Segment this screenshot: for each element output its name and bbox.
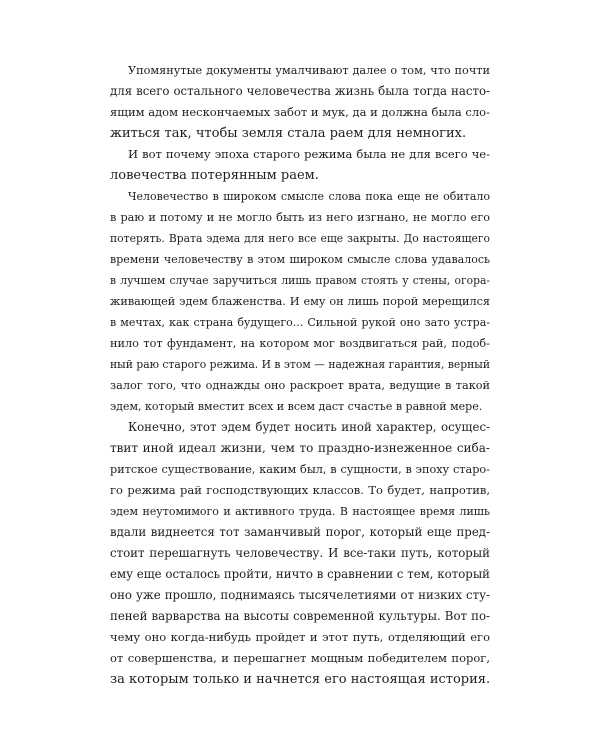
text-line: за которым только и начнется его настоящая история. — [110, 672, 491, 687]
page-text — [110, 60, 490, 690]
text-line: твит иной идеал жизни, чем то праздно-изнеженное сиба- — [110, 441, 490, 455]
text-line: в лучшем случае заручиться лишь правом стоять у стены, огора- — [110, 274, 490, 287]
text-line: ный раю старого режима. И в этом — надежная гарантия, верный — [110, 358, 490, 371]
text-line: вдали виднеется тот заманчивый порог, который еще пред- — [110, 525, 490, 539]
text-line: ему еще осталось пройти, ничто в сравнении с тем, который — [110, 567, 490, 581]
text-line: залог того, что однажды оно раскроет врата, ведущие в такой — [110, 379, 490, 392]
text-line: пеней варварства на высоты современной культуры. Вот по- — [110, 609, 490, 623]
text-line: оно уже прошло, поднимаясь тысячелетиями от низких сту- — [110, 588, 490, 602]
text-line: И вот почему эпоха старого режима была не для всего че- — [128, 147, 490, 161]
text-line: живающей эдем блаженства. И ему он лишь порой мерещился — [110, 295, 490, 308]
text-line: Упомянутые документы умалчивают далее о том, что почти — [128, 64, 490, 77]
text-line: житься так, чтобы земля стала раем для немногих. — [110, 126, 467, 141]
text-line: ловечества потерянным раем. — [110, 168, 319, 183]
text-line: Человечество в широком смысле слова пока еще не обитало — [128, 190, 490, 203]
text-line: от совершенства, и перешагнет мощным победителем порог, — [110, 651, 490, 665]
text-line: в раю и потому и не могло быть из него изгнано, не могло его — [110, 211, 490, 224]
text-line: эдем, который вместит всех и всем даст счастье в равной мере. — [110, 400, 483, 413]
paragraph-1 — [110, 60, 490, 144]
text-line: нило тот фундамент, на котором мог воздвигаться рай, подоб- — [110, 337, 490, 350]
text-line: потерять. Врата эдема для него все еще закрыты. До настоящего — [110, 232, 490, 245]
text-line: для всего остального человечества жизнь была тогда насто- — [110, 84, 490, 98]
text-line: Конечно, этот эдем будет носить иной характер, осущес- — [128, 420, 490, 434]
paragraph-3 — [110, 186, 490, 417]
text-line: чему оно когда-нибудь пройдет и этот путь, отделяющий его — [110, 630, 490, 644]
paragraph-4 — [110, 417, 490, 690]
text-line: ящим адом нескончаемых забот и мук, да и должна была сло- — [110, 105, 490, 119]
paragraph-2 — [110, 144, 490, 186]
text-line: ритское существование, каким был, в сущности, в эпоху старо- — [110, 463, 490, 476]
text-line: в мечтах, как страна будущего... Сильной рукой оно зато устра- — [110, 316, 490, 329]
text-line: го режима рай господствующих классов. То будет, напротив, — [110, 483, 490, 497]
text-line: времени человечеству в этом широком смысле слова удавалось — [110, 253, 490, 266]
text-line: эдем неутомимого и активного труда. В настоящее время лишь — [110, 505, 490, 518]
text-line: стоит перешагнуть человечеству. И все-таки путь, который — [110, 546, 490, 560]
